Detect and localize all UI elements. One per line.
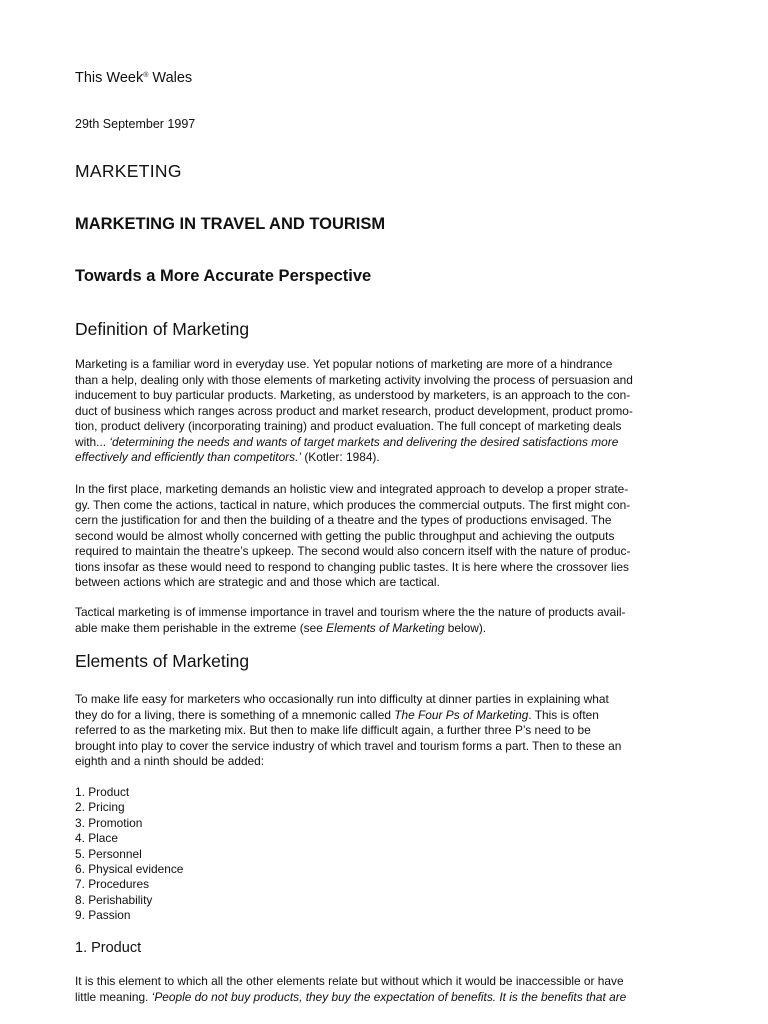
text-line (75, 621, 690, 637)
text-line: To make life easy for marketers who occasionally run into difficulty at dinner parties in explaining what (75, 692, 609, 706)
list-item: 8. Perishability (75, 892, 153, 907)
registered-mark: ® (143, 72, 149, 79)
paragraph-marketing-mix (75, 692, 690, 770)
list-item: 4. Place (75, 831, 118, 846)
text-run: able make them perishable in the extreme (see (75, 620, 327, 635)
text-line: required to maintain the theatre’s upkeep. The second would also concern itself with the nature of produc- (75, 544, 631, 558)
list-item: 1. Product (75, 785, 130, 799)
article-title: MARKETING IN TRAVEL AND TOURISM (75, 215, 386, 233)
brand-suffix: Wales (148, 70, 193, 86)
text-line (75, 708, 690, 724)
text-run: they do for a living, there is something of a mnemonic called (75, 707, 395, 722)
text-line: between actions which are strategic and and those which are tactical. (75, 575, 440, 589)
paragraph-product (75, 974, 690, 1005)
text-line (75, 990, 690, 1006)
text-line: than a help, dealing only with those elements of marketing activity involving the process of persuasion and (75, 372, 633, 387)
text-line: It is this element to which all the other elements relate but without which it would be inaccessible or have (75, 974, 624, 988)
list-item: 6. Physical evidence (75, 862, 184, 877)
kotler-quote-end: effectively and efficiently than competitors.’ (75, 450, 302, 464)
text-line: Tactical marketing is of immense importance in travel and tourism where the the nature of products avail- (75, 605, 626, 619)
text-line: cern the justification for and then the building of a theatre and the types of productions envisaged. The (75, 513, 612, 527)
text-line (75, 450, 690, 466)
text-line: brought into play to cover the service industry of which travel and tourism forms a part. Then to these an (75, 738, 622, 753)
text-line: tions insofar as these would need to respond to changing public tastes. It is here where the crossover lies (75, 559, 629, 574)
citation: (Kotler: 1984). (301, 450, 380, 464)
heading-elements-of-marketing: Elements of Marketing (75, 651, 250, 671)
list-item: 3. Promotion (75, 815, 143, 830)
text-run: with... (75, 434, 110, 449)
text-run: . This is often (528, 707, 599, 722)
text-line: second would be almost wholly concerned with getting the public throughput and achieving the outputs (75, 528, 615, 543)
issue-date: 29th September 1997 (75, 117, 196, 131)
four-ps-term: The Four Ps of Marketing (394, 707, 529, 722)
text-line: inducement to buy particular products. Marketing, as understood by marketers, is an approach to the con- (75, 388, 631, 402)
text-line: In the first place, marketing demands an holistic view and integrated approach to develop a proper strate- (75, 482, 629, 496)
list-item: 7. Procedures (75, 877, 150, 892)
text-line: Marketing is a familiar word in everyday use. Yet popular notions of marketing are more of a hindrance (75, 357, 613, 371)
list-item: 9. Passion (75, 908, 131, 923)
text-run: below). (444, 620, 487, 635)
brand-text: This Week (75, 70, 144, 86)
article-subtitle: Towards a More Accurate Perspective (75, 267, 372, 285)
text-line (75, 435, 690, 451)
paragraph-tactical-marketing (75, 605, 690, 636)
heading-definition-of-marketing: Definition of Marketing (75, 319, 250, 339)
elements-list (75, 785, 183, 924)
paragraph-definition (75, 357, 690, 466)
kotler-quote: ‘determining the needs and wants of target markets and delivering the desired satisfactions more (109, 434, 619, 449)
section-label: MARKETING (75, 161, 182, 181)
text-line: eighth and a ninth should be added: (75, 754, 265, 768)
cross-reference: Elements of Marketing (326, 620, 445, 635)
text-line: duct of business which ranges across product and market research, product development, product promo- (75, 403, 633, 418)
list-item: 2. Pricing (75, 800, 125, 815)
publication-name (75, 70, 192, 86)
paragraph-holistic-view (75, 482, 690, 591)
text-line: tion, product delivery (incorporating training) and product evaluation. The full concept of marketing deals (75, 419, 622, 433)
benefits-quote: ‘People do not buy products, they buy the expectation of benefits. It is the benefits that are (151, 989, 627, 1004)
text-line: referred to as the marketing mix. But then to make life difficult again, a further three P’s need to be (75, 723, 591, 737)
list-item: 5. Personnel (75, 846, 142, 861)
text-run: little meaning. (75, 989, 152, 1004)
text-line: gy. Then come the actions, tactical in nature, which produces the commercial outputs. The first might con- (75, 497, 631, 512)
heading-product: 1. Product (75, 940, 142, 956)
